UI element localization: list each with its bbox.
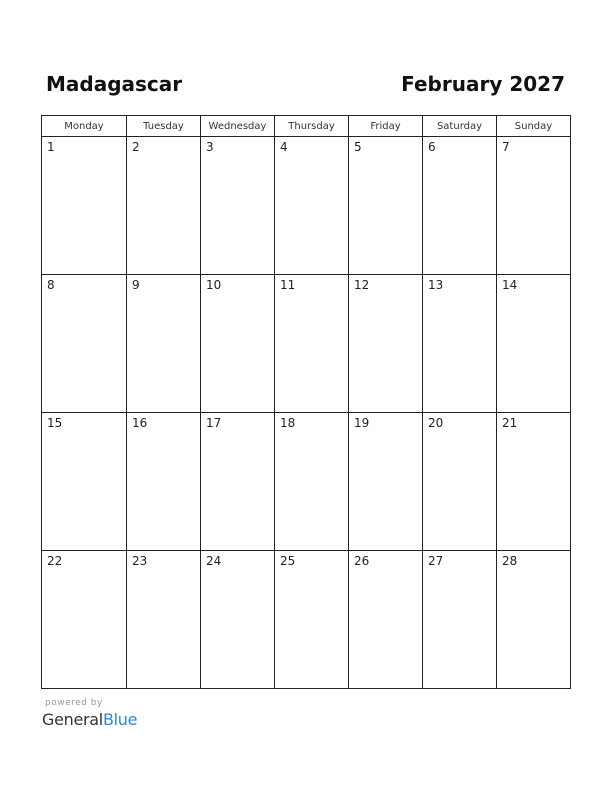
- weekday-header-thursday: Thursday: [275, 116, 349, 137]
- day-cell: [497, 551, 571, 689]
- week-row-2: [42, 275, 571, 413]
- day-cell: [423, 275, 497, 413]
- day-number: 11: [280, 278, 296, 292]
- day-cell: [275, 413, 349, 551]
- day-number: 19: [354, 416, 370, 430]
- weekday-header-saturday: Saturday: [423, 116, 497, 137]
- day-cell: [201, 413, 275, 551]
- day-cell: [349, 413, 423, 551]
- generalblue-logo: [42, 710, 137, 730]
- day-cell: [349, 137, 423, 275]
- day-number: 6: [428, 140, 436, 154]
- day-cell: [42, 413, 127, 551]
- day-cell: [127, 551, 201, 689]
- day-cell: [423, 137, 497, 275]
- logo-text-blue: Blue: [102, 710, 138, 729]
- day-number: 7: [502, 140, 510, 154]
- day-cell: [42, 551, 127, 689]
- day-cell: [42, 137, 127, 275]
- day-cell: [275, 275, 349, 413]
- day-cell: [201, 551, 275, 689]
- day-cell: [127, 413, 201, 551]
- day-cell: [275, 551, 349, 689]
- calendar-header: [41, 70, 570, 100]
- day-number: 17: [206, 416, 222, 430]
- day-number: 23: [132, 554, 148, 568]
- day-number: 20: [428, 416, 444, 430]
- day-number: 21: [502, 416, 518, 430]
- day-number: 27: [428, 554, 444, 568]
- day-cell: [201, 275, 275, 413]
- day-number: 28: [502, 554, 518, 568]
- day-number: 2: [132, 140, 140, 154]
- month-calendar-grid: [41, 115, 571, 689]
- day-cell: [497, 275, 571, 413]
- day-number: 4: [280, 140, 288, 154]
- day-cell: [497, 137, 571, 275]
- day-number: 15: [47, 416, 63, 430]
- day-cell: [497, 413, 571, 551]
- day-number: 18: [280, 416, 296, 430]
- day-number: 26: [354, 554, 370, 568]
- weekday-header-friday: Friday: [349, 116, 423, 137]
- day-cell: [423, 551, 497, 689]
- week-row-3: [42, 413, 571, 551]
- day-cell: [349, 275, 423, 413]
- day-number: 5: [354, 140, 362, 154]
- country-title: Madagascar: [46, 72, 183, 96]
- weekday-header-tuesday: Tuesday: [127, 116, 201, 137]
- day-number: 8: [47, 278, 55, 292]
- day-cell: [127, 137, 201, 275]
- weekday-header-monday: Monday: [42, 116, 127, 137]
- powered-by-text: powered by: [45, 698, 103, 708]
- week-row-1: [42, 137, 571, 275]
- day-number: 22: [47, 554, 63, 568]
- generalblue-branding: [42, 698, 182, 734]
- day-cell: [349, 551, 423, 689]
- logo-text-general: General: [42, 710, 103, 729]
- week-row-4: [42, 551, 571, 689]
- day-cell: [201, 137, 275, 275]
- day-cell: [423, 413, 497, 551]
- day-cell: [275, 137, 349, 275]
- day-number: 1: [47, 140, 55, 154]
- weekday-header-wednesday: Wednesday: [201, 116, 275, 137]
- day-number: 9: [132, 278, 140, 292]
- day-number: 25: [280, 554, 296, 568]
- day-number: 13: [428, 278, 444, 292]
- weekday-header-row: [42, 116, 571, 137]
- weekday-header-sunday: Sunday: [497, 116, 571, 137]
- day-number: 14: [502, 278, 518, 292]
- day-number: 16: [132, 416, 148, 430]
- day-number: 24: [206, 554, 222, 568]
- day-cell: [42, 275, 127, 413]
- month-year-title: February 2027: [401, 72, 565, 96]
- day-cell: [127, 275, 201, 413]
- day-number: 3: [206, 140, 214, 154]
- day-number: 10: [206, 278, 222, 292]
- day-number: 12: [354, 278, 370, 292]
